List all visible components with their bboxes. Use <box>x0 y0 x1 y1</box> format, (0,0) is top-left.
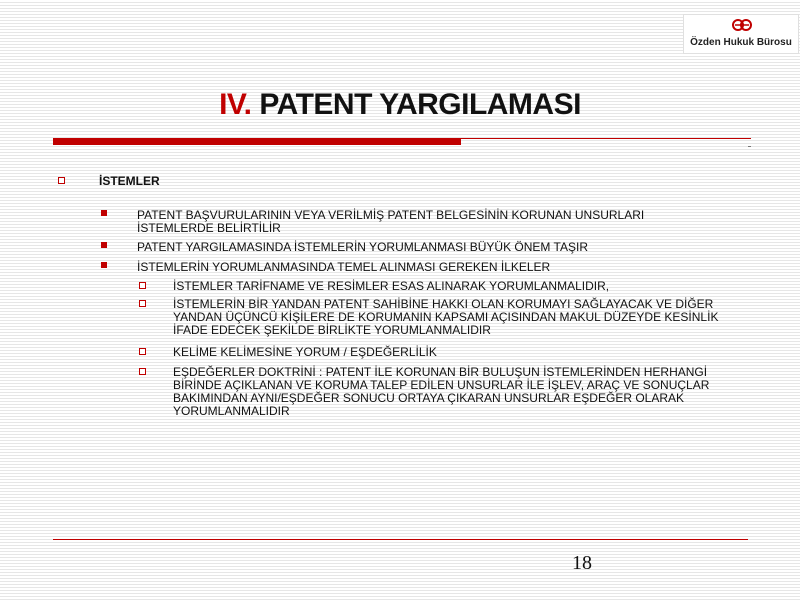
sub-item-2: İSTEMLERİN BİR YANDAN PATENT SAHİBİNE HAKKI OLAN KORUMAYI SAĞLAYACAK VE DİĞER YANDAN ÜÇÜNCÜ KİŞİLERE DE KORUMANIN KAPSAMI AÇISINDAN MAKUL DÜZEYDE KESİNLİK İFADE EDECEK ŞEKİLDE BİRLİKTE YORUMLANMALIDIR <box>173 297 719 337</box>
list-item-2: PATENT YARGILAMASINDA İSTEMLERİN YORUMLANMASI BÜYÜK ÖNEM TAŞIR <box>137 240 588 254</box>
sub-item-4: EŞDEĞERLER DOKTRİNİ : PATENT İLE KORUNAN BİR BULUŞUN İSTEMLERİNDEN HERHANGİ BİRİNDE AÇIKLANAN VE KORUMA TALEP EDİLEN UNSURLAR İLE İŞLEV, ARAÇ VE SONUÇLAR BAKIMINDAN AYNI/EŞDEĞER SONUCU ORTAYA ÇIKARAN UNSURLAR EŞDEĞER OLARAK YORUMLANMALIDIR <box>173 365 710 418</box>
logo-text: Özden Hukuk Bürosu <box>690 37 792 48</box>
hollow-square-bullet-icon <box>58 177 65 184</box>
title-number: IV. <box>219 88 252 121</box>
page-number: 18 <box>572 552 592 574</box>
solid-square-bullet-icon <box>101 242 107 248</box>
section-heading: İSTEMLER <box>99 174 160 188</box>
solid-square-bullet-icon <box>101 262 107 268</box>
list-item-1: PATENT BAŞVURULARININ VEYA VERİLMİŞ PATENT BELGESİNİN KORUNAN UNSURLARI İSTEMLERDE BELİRTİLİR <box>137 208 645 235</box>
hollow-square-bullet-icon <box>139 348 146 355</box>
list-item-3: İSTEMLERİN YORUMLANMASINDA TEMEL ALINMASI GEREKEN İLKELER <box>137 260 551 274</box>
solid-square-bullet-icon <box>101 210 107 216</box>
sub-item-1: İSTEMLER TARİFNAME VE RESİMLER ESAS ALINARAK YORUMLANMALIDIR, <box>173 279 610 293</box>
sub-item-3: KELİME KELİMESİNE YORUM / EŞDEĞERLİLİK <box>173 345 437 359</box>
footer-rule <box>53 539 748 540</box>
hollow-square-bullet-icon <box>139 300 146 307</box>
hollow-square-bullet-icon <box>139 282 146 289</box>
hollow-square-bullet-icon <box>139 368 146 375</box>
title-text: PATENT YARGILAMASI <box>259 88 581 121</box>
